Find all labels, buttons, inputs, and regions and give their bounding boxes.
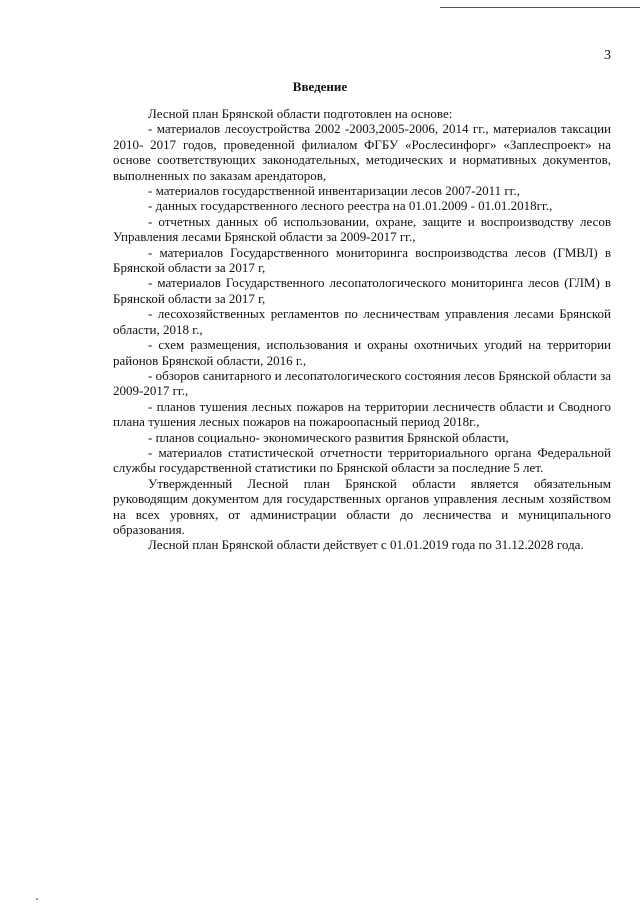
paragraph-list-item: - данных государственного лесного реестра на 01.01.2009 - 01.01.2018гг., [148,198,553,214]
paragraph-list-item: - лесохозяйственных регламентов по лесничествам управления лесами Брянской области, 2018 г., [113,306,611,337]
paragraph-list-item: - материалов лесоустройства 2002 -2003,2005-2006, 2014 гг., материалов таксации 2010- 2017 годов, проведенной филиалом ФГБУ «Рослесинфорг» «Заплеспроект» на основе соответствующих законодательных, методических и нормативных документов, выполненных по заказам арендаторов, [113,121,611,183]
paragraph-intro: Лесной план Брянской области подготовлен на основе: [148,106,453,121]
paragraph-list-item: - материалов Государственного мониторинга воспроизводства лесов (ГМВЛ) в Брянской области за 2017 г, [113,244,611,276]
paragraph-list-item: - материалов статистической отчетности территориального органа Федеральной службы государственной статистики по Брянской области за последние 5 лет. [113,444,611,476]
page-number: 3 [604,48,611,63]
paragraph-list-item: - материалов государственной инвентаризации лесов 2007-2011 гг., [148,183,521,199]
scan-artifact [36,898,38,900]
paragraph-list-item: - отчетных данных об использовании, охране, защите и воспроизводству лесов Управления лесами Брянской области за 2009-2017 гг., [113,213,611,245]
paragraph-list-item: - схем размещения, использования и охраны охотничьих угодий на территории районов Брянской области, 2016 г., [113,337,611,368]
paragraph-statement: Утвержденный Лесной план Брянской области является обязательным руководящим документом для государственных органов управления лесным хозяйством на всех уровнях, от администрации области до лесничества и муниципального образования. [113,475,611,537]
paragraph-validity: Лесной план Брянской области действует с 01.01.2019 года по 31.12.2028 года. [148,537,584,553]
paragraph-list-item: - планов тушения лесных пожаров на территории лесничеств области и Сводного плана тушения лесных пожаров на пожароопасный период 2018г., [113,398,611,430]
paragraph-list-item: - планов социально- экономического развития Брянской области, [148,429,509,445]
section-title: Введение [292,79,348,94]
paragraph-list-item: - обзоров санитарного и лесопатологического состояния лесов Брянской области за 2009-2017 гг., [113,367,611,399]
paragraph-list-item: - материалов Государственного лесопатологического мониторинга лесов (ГЛМ) в Брянской области за 2017 г, [113,275,611,306]
document-body [113,106,611,553]
scan-edge-line [440,7,640,8]
